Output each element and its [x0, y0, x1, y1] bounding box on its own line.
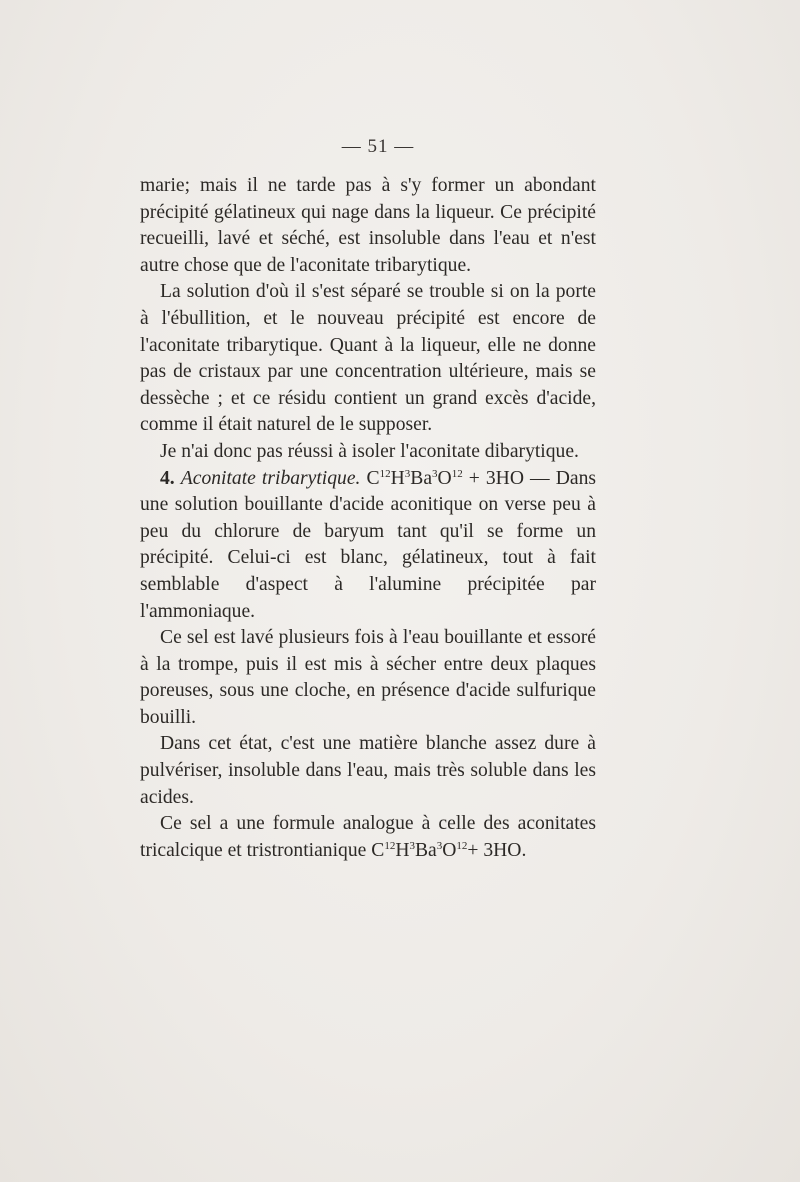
paragraph-7: [140, 811, 596, 864]
paragraph-2: La solution d'où il s'est séparé se trouble si on la porte à l'ébullition, et le nouveau précipité est encore de l'aconitate tribarytique. Quant à la liqueur, elle ne donne pas de cristaux par une concentration ultérieure, mais se dessèche ; et ce résidu contient un grand excès d'acide, comme il était naturel de le supposer.: [140, 281, 596, 436]
formula-tribarytique: $C^{12}H^3Ba^3O^{12} + 3HO$ —: [366, 467, 550, 489]
page-number: — 51 —: [341, 136, 415, 157]
paragraph-7-body: Ce sel a une formule analogue à celle des aconitates tricalcique et tristrontianique: [140, 813, 596, 861]
body-text: [140, 173, 596, 864]
paragraph-6: Dans cet état, c'est une matière blanche assez dure à pulvériser, insoluble dans l'eau, mais très soluble dans les acides.: [140, 733, 596, 808]
section-number: 4.: [160, 467, 175, 489]
section-title: Aconitate tribarytique.: [180, 467, 361, 489]
paragraph-1: marie; mais il ne tarde pas à s'y former un abondant précipité gélatineux qui nage dans la liqueur. Ce précipité recueilli, lavé et séché, est insoluble dans l'eau et n'est autre chose que de l'aconitate tribarytique.: [140, 175, 596, 276]
paragraph-3: Je n'ai donc pas réussi à isoler l'aconitate dibarytique.: [160, 440, 579, 462]
paragraph-5: Ce sel est lavé plusieurs fois à l'eau bouillante et essoré à la trompe, puis il est mis à sécher entre deux plaques poreuses, sous une cloche, en présence d'acide sulfurique bouilli.: [140, 627, 596, 728]
formula-analogue: $C^{12}H^3Ba^3O^{12}+ 3HO$.: [371, 839, 527, 861]
paragraph-4-body: Dans une solution bouillante d'acide aconitique on verse peu à peu du chlorure de baryum tant qu'il se forme un précipité. Celui-ci est blanc, gélatineux, tout à fait semblable d'aspect à l'alumine précipitée par l'ammoniaque.: [140, 467, 596, 622]
paragraph-4: [140, 466, 596, 626]
